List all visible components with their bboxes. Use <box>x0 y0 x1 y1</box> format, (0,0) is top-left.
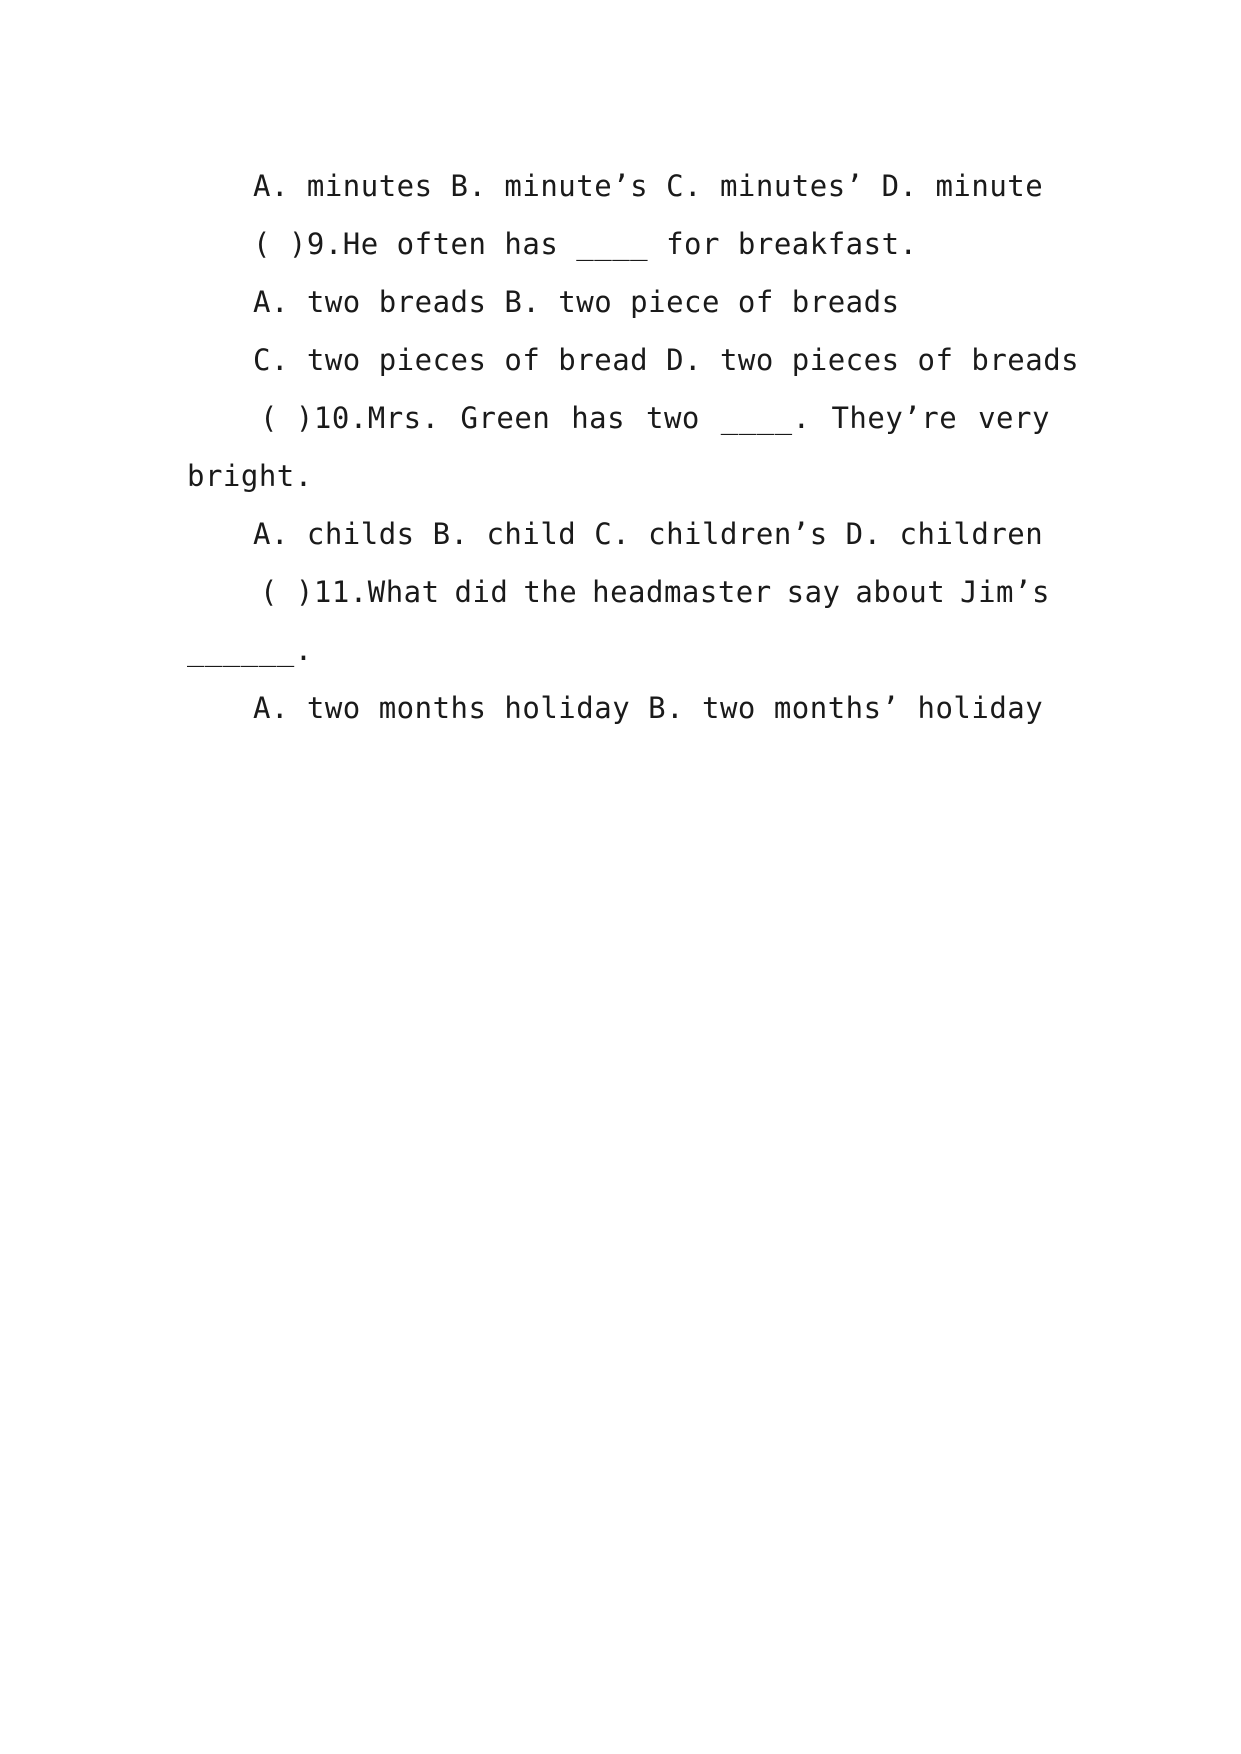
q10-word: They’re <box>831 401 958 435</box>
q8-options: A. minutes B. minute’s C. minutes’ D. minute <box>253 169 1044 203</box>
q11-word: the <box>523 575 578 609</box>
q10-word: ____. <box>720 401 811 435</box>
q11-word: ( )11.What <box>260 575 440 609</box>
q10-word: Green <box>460 401 551 435</box>
q11-word: headmaster <box>592 575 772 609</box>
q9-question: ( )9.He often has ____ for breakfast. <box>253 227 918 261</box>
q9-options-ab: A. two breads B. two piece of breads <box>253 285 900 319</box>
q11-question <box>260 574 1050 610</box>
q11-word: did <box>454 575 509 609</box>
q9-options-cd: C. two pieces of bread D. two pieces of breads <box>253 343 1080 377</box>
q10-word: very <box>978 401 1050 435</box>
q10-options: A. childs B. child C. children’s D. children <box>253 517 1044 551</box>
q10-question-continuation: bright. <box>187 459 313 493</box>
q11-question-continuation: ______. <box>187 633 313 667</box>
q11-options: A. two months holiday B. two months’ holiday <box>253 691 1044 725</box>
q11-word: about <box>855 575 946 609</box>
q11-word: say <box>786 575 841 609</box>
q11-word: Jim’s <box>960 575 1050 609</box>
q10-word: two <box>645 401 700 435</box>
q10-word: ( )10.Mrs. <box>260 401 440 435</box>
q10-word: has <box>571 401 626 435</box>
q10-question <box>260 400 1050 436</box>
